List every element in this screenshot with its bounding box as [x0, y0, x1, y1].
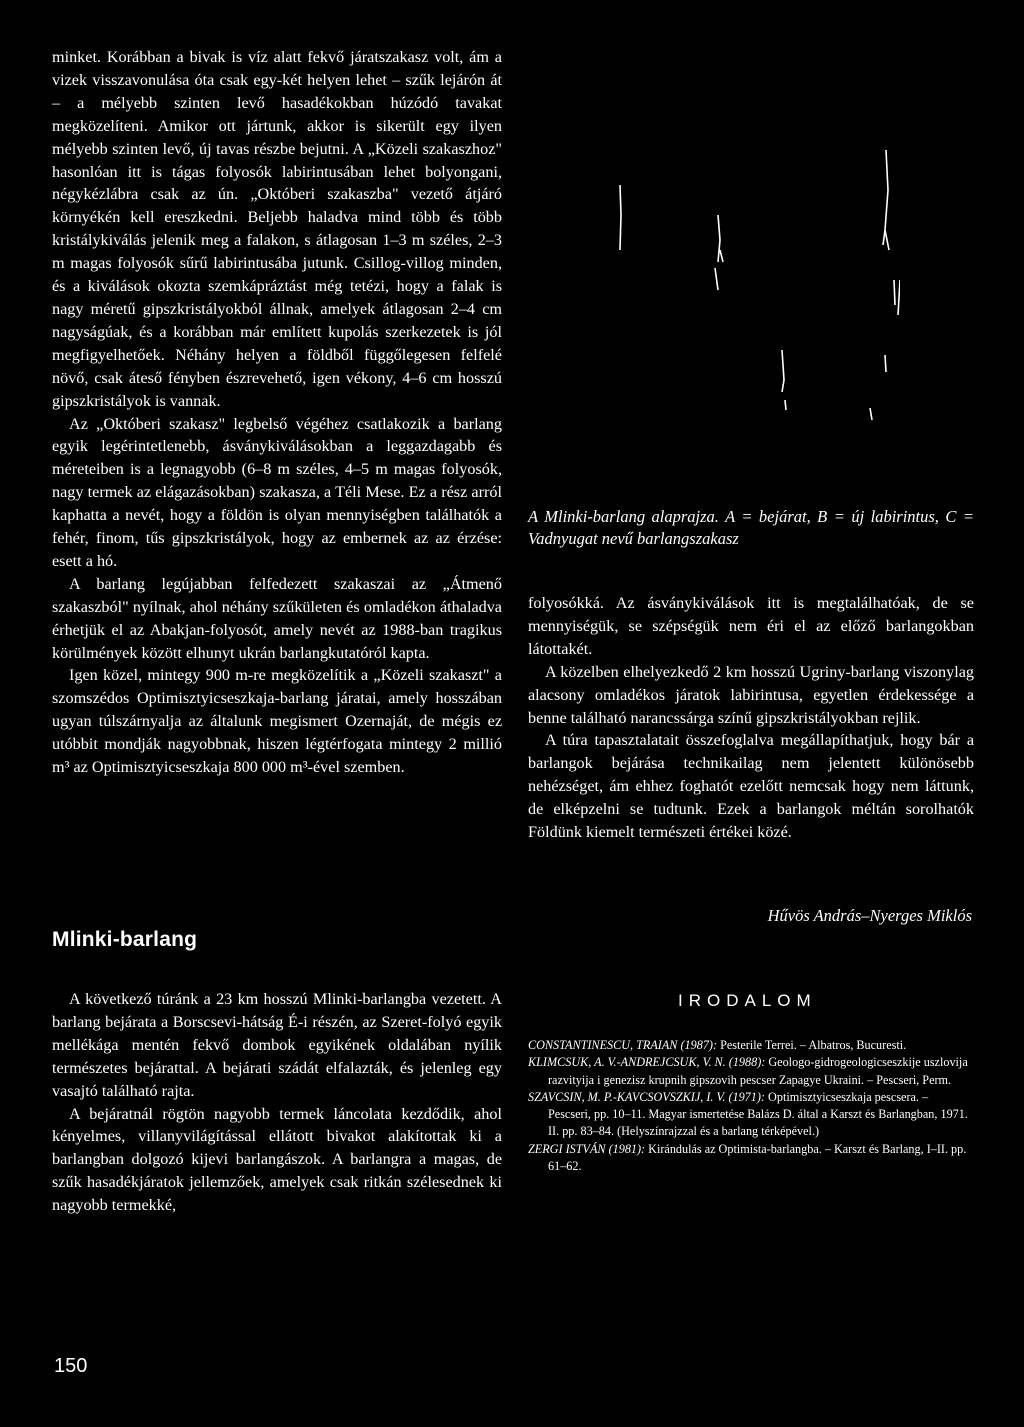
left-column-top	[52, 46, 502, 779]
reference-item	[528, 1141, 974, 1176]
map-passage	[883, 150, 889, 250]
reference-item	[528, 1054, 974, 1089]
reference-item	[528, 1037, 974, 1054]
map-passage	[885, 355, 886, 372]
reference-author: SZAVCSIN, M. P.-KAVCSOVSZKIJ, I. V. (1971):	[528, 1089, 765, 1104]
page-number: 150	[54, 1355, 88, 1377]
map-passage	[894, 280, 900, 315]
map-passage	[785, 400, 786, 410]
paragraph: Igen közel, mintegy 900 m-re megközelítik a „Közeli szakaszt" a szomszédos Optimisztyicseszkaja-barlang járatai, amely hosszában ugyan túlszárnyalja az általunk megismert Ozernaját, de mégis ez utóbbit mondják nagyobbnak, hiszen légtérfogata mintegy 2 millió m³ az Optimisztyicseszkaja 800 000 m³-ével szemben.	[52, 666, 502, 777]
paragraph: folyosókká. Az ásványkiválások itt is megtalálhatóak, de se mennyiségük, se szépségük nem éri el az előző barlangokban látottakét.	[528, 594, 974, 658]
paragraph: A túra tapasztalatait összefoglalva megállapíthatjuk, hogy bár a barlangok bejárása technikailag nem jelentett különösebb nehézséget, ám ehhez foghatót ezelőtt nemcsak hogy nem láttunk, de elképzelni se tudtunk. Ezek a barlangok méltán sorolhatók Földünk kiemelt természeti értékei közé.	[528, 731, 974, 842]
paragraph: A bejáratnál rögtön nagyobb termek láncolata kezdődik, ahol kényelmes, villanyvilágítással ellátott bivakot alakítottak ki a barlangban dolgozó kijevi barlangászok. A barlangra a magas, de szűk hasadékjáratok jellemzőek, amelyek csak ritkán szélesednek ki nagyobb termekké,	[52, 1104, 502, 1215]
paragraph: Az „Októberi szakasz" legbelső végéhez csatlakozik a barlang egyik legérintetlenebb, ásványkiválásokban a leggazdagabb és méreteiben is a legnagyobb (6–8 m széles, 4–5 m magas folyosók, nagy termek az elágazásokban) szakasza, a Téli Mese. Ez a rész arról kaphatta a nevét, hogy a földön is olyan mennyiségben találhatók a fehér, finom, tűs gipszkristályok, hogy az embernek az az érzése: esett a hó.	[52, 414, 502, 570]
paragraph: A barlang legújabban felfedezett szakaszai az „Átmenő szakaszból" nyílnak, ahol néhány szűkületen és omladékon áthaladva érhetjük el az Abakjan-folyosót, amely nevét az 1988-ban tragikus körülmények között elhunyt ukrán barlangkutatóról kapta.	[52, 574, 502, 662]
paragraph: A következő túránk a 23 km hosszú Mlinki-barlangba vezetett. A barlang bejárata a Borscsevi-hátság É-i részén, az Szeret-folyó egyik mellékága mentén fekvő dombok egyikének oldalában nyílik természetes bejárattal. A bejárati szádát elfalazták, és jelenleg egy vasajtó található rajta.	[52, 990, 502, 1100]
literature-heading: IRODALOM	[678, 991, 817, 1010]
left-column-bottom	[52, 988, 502, 1217]
section-heading: Mlinki-barlang	[52, 928, 198, 951]
reference-text: Optimisztyicseszkaja pescsera. – Pescseri, pp. 10–11. Magyar ismertetése Balázs D. által a Karszt és Barlangban, 1971. II. pp. 83–84. (Helyszínrajzzal és a barlang térképével.)	[548, 1089, 968, 1139]
figure-caption: A Mlinki-barlang alaprajza. A = bejárat, B = új labirintus, C = Vadnyugat nevű barlangszakasz	[528, 507, 974, 548]
map-passage	[620, 185, 621, 250]
reference-text: Geologo-gidrogeologicseszkije uszlovija razvityija i genezisz krupnih gipszovih pescser Zapagye Ukraini. – Pescseri, Perm.	[548, 1055, 968, 1087]
paragraph: A közelben elhelyezkedő 2 km hosszú Ugriny-barlang viszonylag alacsony omladékos járatok labirintusa, egyetlen érdekessége a benne található narancssárga színű gipszkristályokban rejlik.	[528, 662, 974, 727]
reference-author: CONSTANTINESCU, TRAIAN (1987):	[528, 1038, 718, 1052]
map-passage	[870, 408, 872, 420]
reference-text: Kirándulás az Optimista-barlangba. – Karszt és Barlang, I–II. pp. 61–62.	[548, 1141, 967, 1174]
cave-map-figure	[610, 140, 900, 440]
paragraph: minket. Korábban a bivak is víz alatt fekvő járatszakasz volt, ám a vizek visszavonulása óta csak egy-két helyen lehet – szűk lejárón át – a mélyebb szinten levő hasadékokban húzódó tavakat megközelíteni. Amikor ott jártunk, akkor is sikerült egy ilyen mélyebb szinten levő, új tavas részbe bejutni. A „Közeli szakaszhoz" hasonlóan itt is tágas folyosók labirintusában lehet bolyongani, négykézlábra csak az ún. „Októberi szakaszba" vezető átjáró környékén kell ereszkedni. Beljebb haladva mind több és több kristálykiválás jelenik meg a falakon, s átlagosan 1–3 m széles, 2–3 m magas folyosók sűrű labirintusába jutunk. Csillog-villog minden, és a kiválások okozta szemkápráztást még tetézi, hogy a falak is nagy méretű gipszkristályokból állnak, amelyek átlagosan 2–4 cm nagyságúak, és a korábban már említett kupolás szerkezetek is jól megfigyelhetőek. Néhány helyen a földből függőlegesen felfelé növő, csak áteső fényben észrevehető, igen vékony, 4–6 cm hosszú gipszkristályok is vannak.	[52, 48, 502, 410]
map-passage	[782, 350, 784, 392]
reference-item	[528, 1089, 974, 1141]
map-passage	[718, 215, 723, 262]
right-column	[528, 592, 974, 844]
map-passage	[715, 268, 718, 290]
reference-author: ZERGI ISTVÁN (1981):	[528, 1141, 646, 1156]
author-signature: Hűvös András–Nyerges Miklós	[767, 906, 972, 925]
reference-list	[528, 1037, 974, 1175]
reference-author: KLIMCSUK, A. V.-ANDREJCSUK, V. N. (1988):	[528, 1055, 766, 1070]
reference-text: Pesterile Terrei. – Albatros, Bucuresti.	[717, 1038, 907, 1052]
